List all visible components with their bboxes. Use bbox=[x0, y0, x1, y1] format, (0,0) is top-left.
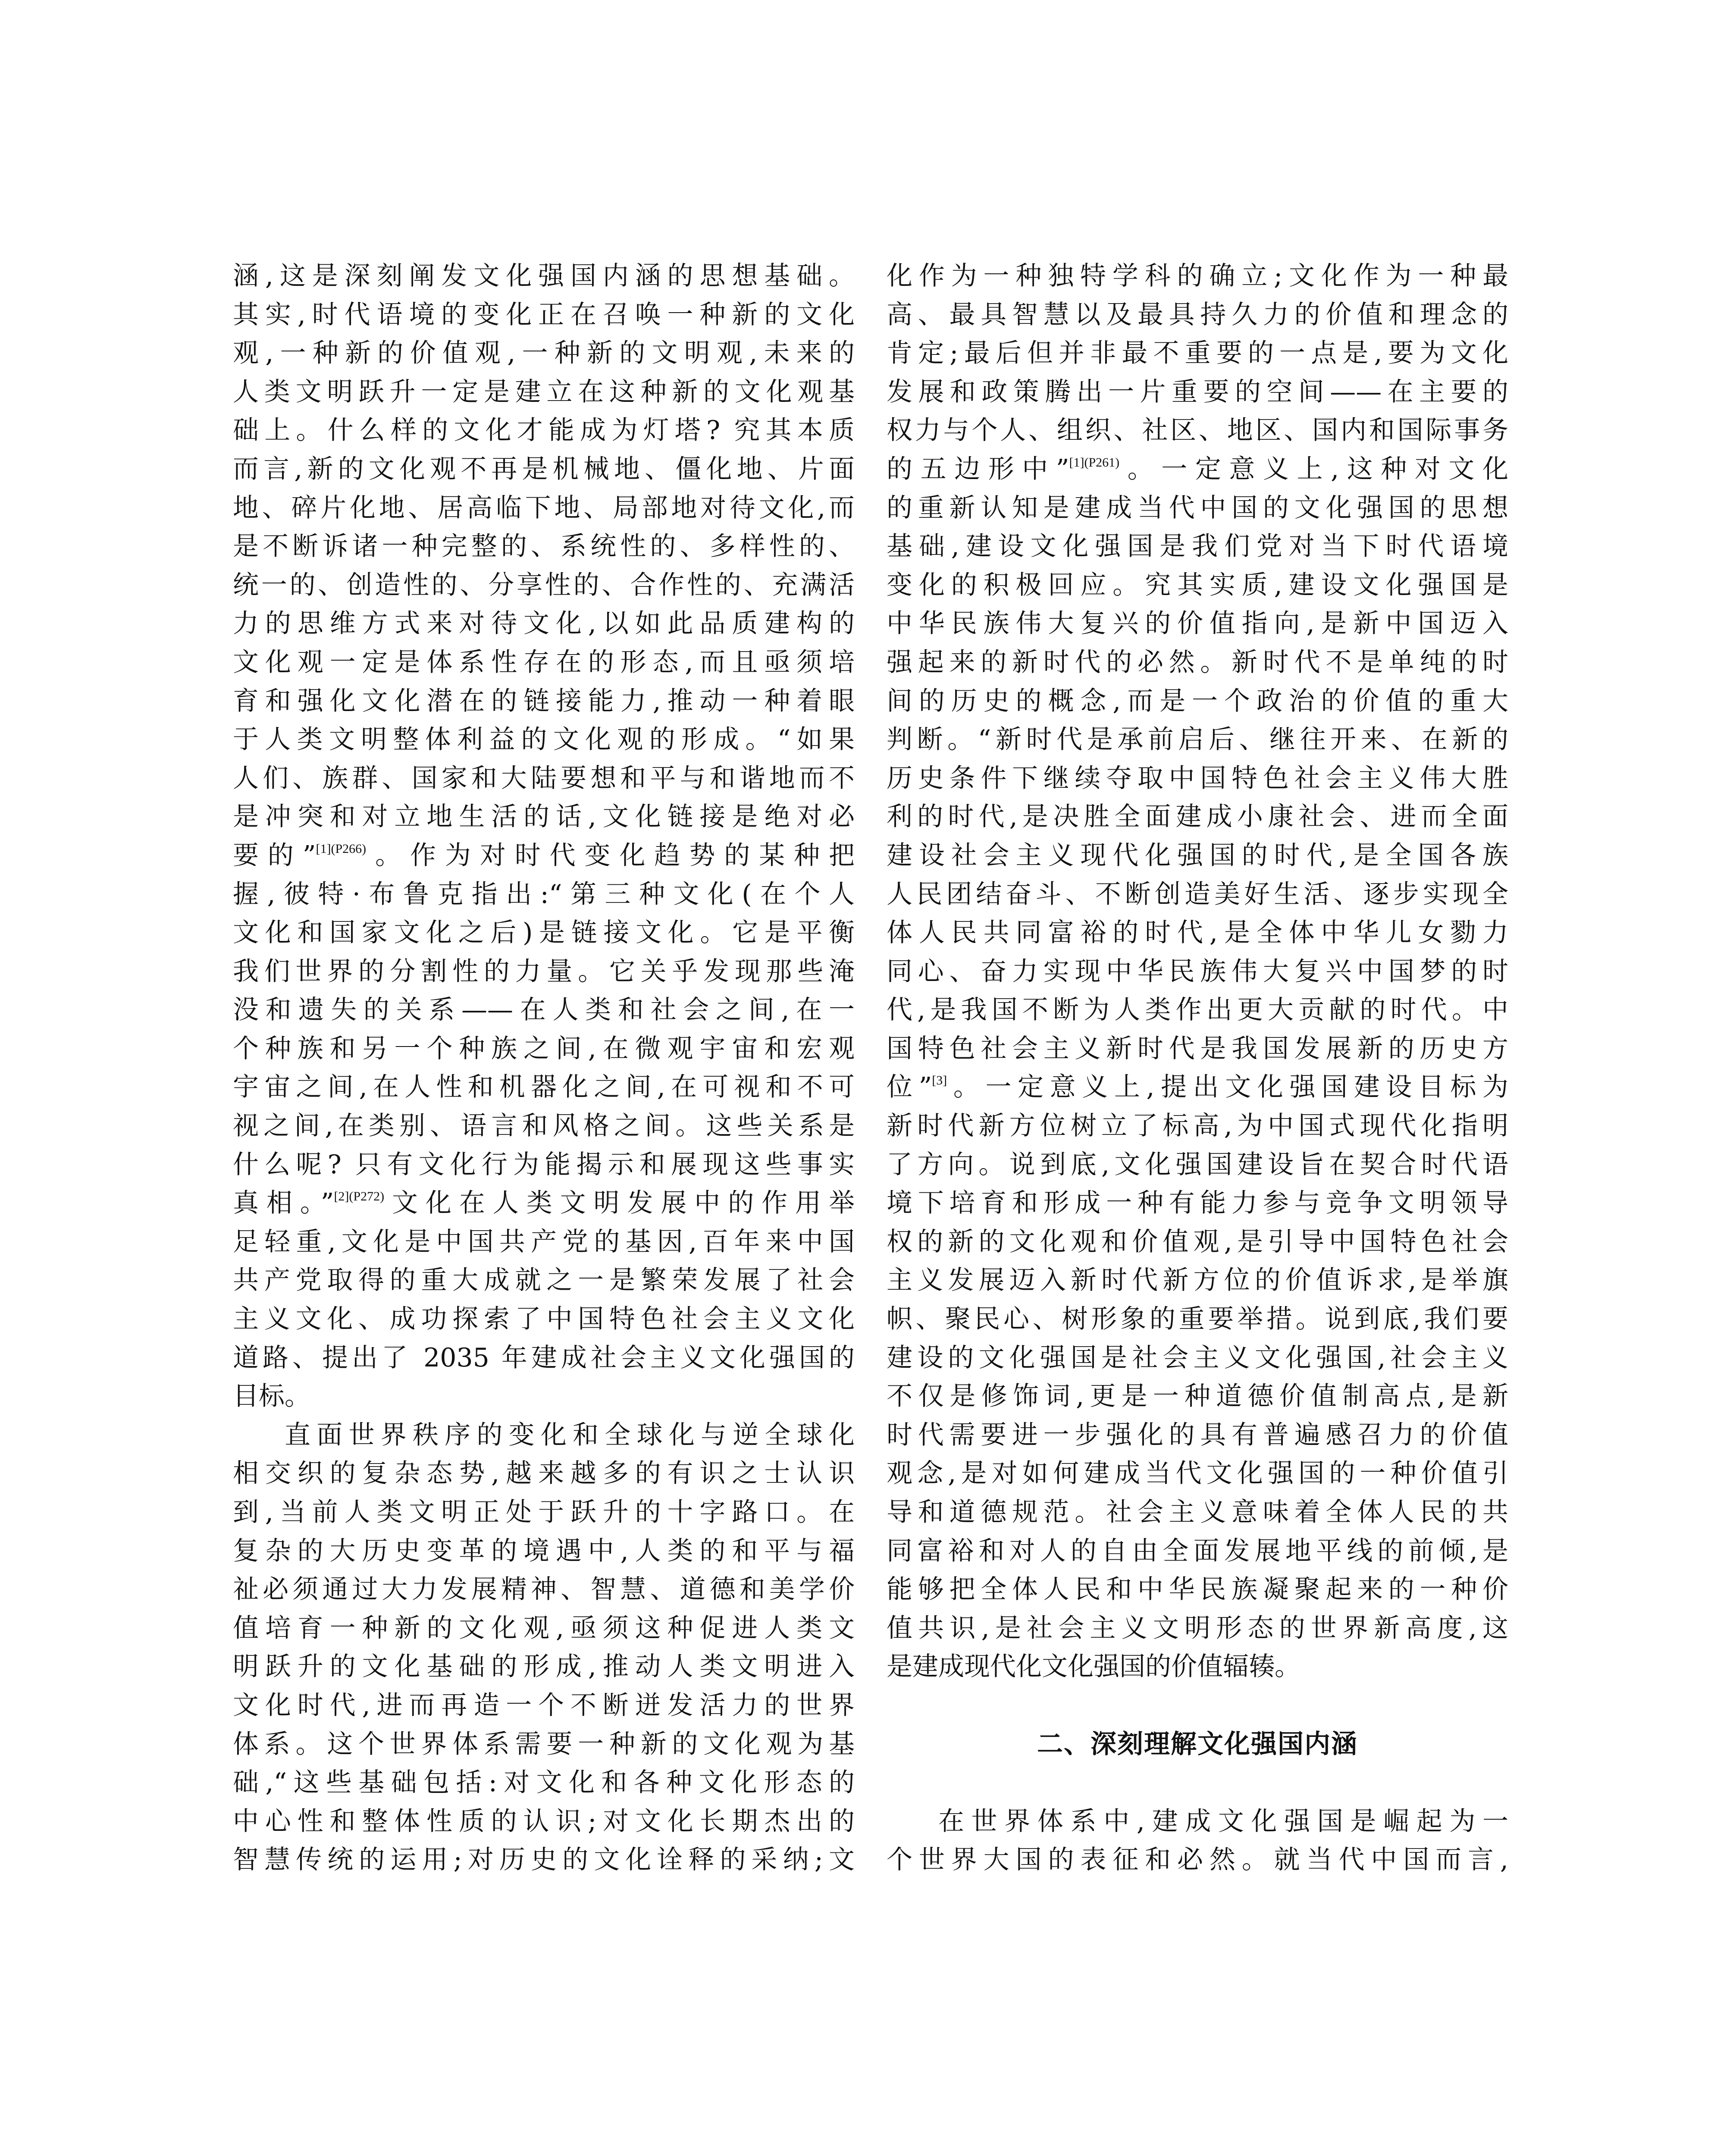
line-text: 个世界大国的表征和必然。就当代中国而言, bbox=[887, 1845, 1508, 1875]
text-line bbox=[233, 759, 855, 798]
line-text: 统一的、创造性的、分享性的、合作性的、充满活 bbox=[233, 570, 855, 600]
text-line bbox=[887, 1493, 1508, 1532]
line-text: 权力与个人、组织、社区、地区、国内和国际事务 bbox=[887, 415, 1508, 446]
line-text: 不仅是修饰词,更是一种道德价值制高点,是新 bbox=[887, 1381, 1508, 1412]
line-text: 础,“这些基础包括:对文化和各种文化形态的 bbox=[233, 1767, 855, 1798]
citation-reference[interactable]: [2](P272) bbox=[334, 1189, 385, 1204]
text-line bbox=[887, 1223, 1508, 1262]
text-line bbox=[887, 527, 1508, 566]
line-text-continued: 。作为对时代变化趋势的某种把 bbox=[366, 840, 855, 871]
text-line bbox=[233, 1648, 855, 1686]
text-line bbox=[887, 1107, 1508, 1146]
line-text: 国特色社会主义新时代是我国发展新的历史方 bbox=[887, 1033, 1508, 1064]
line-text: 观念,是对如何建成当代文化强国的一种价值引 bbox=[887, 1458, 1508, 1489]
text-line bbox=[887, 1184, 1508, 1223]
text-line bbox=[887, 1841, 1508, 1880]
line-text: 智慧传统的运用;对历史的文化诠释的采纳;文 bbox=[233, 1845, 855, 1875]
text-line bbox=[887, 682, 1508, 721]
line-text: 足轻重,文化是中国共产党的基因,百年来中国 bbox=[233, 1226, 855, 1257]
line-text: 高、最具智慧以及最具持久力的价值和理念的 bbox=[887, 299, 1508, 330]
text-line bbox=[233, 721, 855, 759]
line-text: 利的时代,是决胜全面建成小康社会、进而全面 bbox=[887, 802, 1508, 832]
text-line bbox=[887, 721, 1508, 759]
text-line bbox=[233, 1764, 855, 1802]
citation-reference[interactable]: [3] bbox=[932, 1073, 947, 1088]
text-line bbox=[887, 643, 1508, 682]
text-line bbox=[233, 1609, 855, 1648]
line-text: 没和遗失的关系——在人类和社会之间,在一 bbox=[233, 995, 855, 1025]
line-text: 复杂的大历史变革的境遇中,人类的和平与福 bbox=[233, 1536, 855, 1566]
line-text: 是不断诉诸一种完整的、系统性的、多样性的、 bbox=[233, 531, 855, 562]
line-text: 地、碎片化地、居高临下地、局部地对待文化,而 bbox=[233, 492, 855, 523]
text-line bbox=[233, 334, 855, 373]
line-text: 了方向。说到底,文化强国建设旨在契合时代语 bbox=[887, 1149, 1508, 1180]
line-text: 时代需要进一步强化的具有普遍感召力的价值 bbox=[887, 1420, 1508, 1450]
text-line bbox=[887, 759, 1508, 798]
line-text: 历史条件下继续夺取中国特色社会主义伟大胜 bbox=[887, 763, 1508, 793]
line-text: 发展和政策腾出一片重要的空间——在主要的 bbox=[887, 376, 1508, 407]
text-line bbox=[887, 798, 1508, 837]
text-line bbox=[887, 1377, 1508, 1416]
text-line bbox=[887, 1339, 1508, 1378]
line-text: 育和强化文化潜在的链接能力,推动一种着眼 bbox=[233, 686, 855, 716]
line-text-continued: 文化在人类文明发展中的作用举 bbox=[384, 1188, 855, 1219]
line-text: 于人类文明整体利益的文化观的形成。“如果 bbox=[233, 724, 855, 755]
line-text: 我们世界的分割性的力量。它关乎发现那些淹 bbox=[233, 956, 855, 987]
line-text: 是建成现代化文化强国的价值辐辏。 bbox=[887, 1651, 1300, 1682]
text-line bbox=[233, 798, 855, 837]
text-line bbox=[887, 1802, 1508, 1841]
citation-reference[interactable]: [1](P261) bbox=[1069, 455, 1120, 470]
line-text: 同心、奋力实现中华民族伟大复兴中国梦的时 bbox=[887, 956, 1508, 987]
line-text: 化作为一种独特学科的确立;文化作为一种最 bbox=[887, 261, 1508, 291]
line-text: 新时代新方位树立了标高,为中国式现代化指明 bbox=[887, 1111, 1508, 1141]
line-text: 文化时代,进而再造一个不断迸发活力的世界 bbox=[233, 1690, 855, 1720]
text-line bbox=[233, 566, 855, 605]
text-line bbox=[233, 605, 855, 643]
text-line bbox=[233, 1339, 855, 1378]
line-text: 判断。“新时代是承前启后、继往开来、在新的 bbox=[887, 724, 1508, 755]
text-line bbox=[233, 1532, 855, 1571]
line-text: 祉必须通过大力发展精神、智慧、道德和美学价 bbox=[233, 1574, 855, 1605]
text-line bbox=[887, 489, 1508, 528]
line-text: 体系。这个世界体系需要一种新的文化观为基 bbox=[233, 1729, 855, 1759]
line-text: 中华民族伟大复兴的价值指向,是新中国迈入 bbox=[887, 608, 1508, 639]
line-text: 境下培育和形成一种有能力参与竞争文明领导 bbox=[887, 1188, 1508, 1219]
left-column bbox=[233, 257, 855, 1880]
line-text: 强起来的新时代的必然。新时代不是单纯的时 bbox=[887, 647, 1508, 677]
text-line bbox=[233, 875, 855, 914]
text-line bbox=[233, 489, 855, 528]
right-column bbox=[887, 257, 1508, 1880]
line-text: 其实,时代语境的变化正在召唤一种新的文化 bbox=[233, 299, 855, 330]
line-text: 目标。 bbox=[233, 1381, 310, 1412]
text-line bbox=[887, 450, 1508, 489]
line-text: 主义文化、成功探索了中国特色社会主义文化 bbox=[233, 1304, 855, 1335]
text-line bbox=[233, 411, 855, 450]
text-line bbox=[887, 1146, 1508, 1185]
line-text: 共产党取得的重大成就之一是繁荣发展了社会 bbox=[233, 1265, 855, 1296]
text-line bbox=[887, 566, 1508, 605]
line-text: 能够把全体人民和中华民族凝聚起来的一种价 bbox=[887, 1574, 1508, 1605]
line-text: 真相。” bbox=[233, 1188, 334, 1219]
text-line bbox=[887, 1609, 1508, 1648]
text-line bbox=[887, 334, 1508, 373]
line-text: 涵,这是深刻阐发文化强国内涵的思想基础。 bbox=[233, 261, 855, 291]
text-line bbox=[887, 914, 1508, 953]
heading-spacer bbox=[887, 1764, 1508, 1802]
line-text: 到,当前人类文明正处于跃升的十字路口。在 bbox=[233, 1497, 855, 1527]
line-text: 个种族和另一个种族之间,在微观宇宙和宏观 bbox=[233, 1033, 855, 1064]
text-line bbox=[887, 1030, 1508, 1069]
text-line bbox=[233, 1416, 855, 1455]
text-line bbox=[887, 411, 1508, 450]
line-text: 础上。什么样的文化才能成为灯塔? 究其本质 bbox=[233, 415, 855, 446]
line-text: 文化和国家文化之后)是链接文化。它是平衡 bbox=[233, 918, 855, 948]
line-text: 人们、族群、国家和大陆要想和平与和谐地而不 bbox=[233, 763, 855, 793]
line-text: 的重新认知是建成当代中国的文化强国的思想 bbox=[887, 492, 1508, 523]
line-text: 明跃升的文化基础的形成,推动人类文明进入 bbox=[233, 1651, 855, 1682]
text-line bbox=[233, 1377, 855, 1416]
text-line bbox=[233, 1030, 855, 1069]
text-line bbox=[887, 605, 1508, 643]
text-line bbox=[233, 1686, 855, 1725]
text-line bbox=[233, 1068, 855, 1107]
text-line bbox=[233, 991, 855, 1030]
line-text: 体人民共同富裕的时代,是全体中华儿女勠力 bbox=[887, 918, 1508, 948]
text-line bbox=[887, 837, 1508, 875]
text-line bbox=[233, 1841, 855, 1880]
text-line bbox=[887, 1648, 1508, 1686]
text-line bbox=[887, 1068, 1508, 1107]
text-line bbox=[887, 875, 1508, 914]
line-text: 宇宙之间,在人性和机器化之间,在可视和不可 bbox=[233, 1072, 855, 1103]
line-text: 导和道德规范。社会主义意味着全体人民的共 bbox=[887, 1497, 1508, 1527]
line-text: 基础,建设文化强国是我们党对当下时代语境 bbox=[887, 531, 1508, 562]
text-line bbox=[233, 1454, 855, 1493]
line-text: 位” bbox=[887, 1072, 932, 1103]
line-text: 是冲突和对立地生活的话,文化链接是绝对必 bbox=[233, 802, 855, 832]
line-text: 在世界体系中,建成文化强国是崛起为一 bbox=[938, 1806, 1508, 1836]
text-line bbox=[887, 991, 1508, 1030]
text-line bbox=[233, 837, 855, 875]
line-text: 力的思维方式来对待文化,以如此品质建构的 bbox=[233, 608, 855, 639]
citation-reference[interactable]: [1](P266) bbox=[316, 841, 367, 856]
line-text: 道路、提出了 2035 年建成社会主义文化强国的 bbox=[233, 1342, 855, 1373]
text-line bbox=[233, 1184, 855, 1223]
text-line bbox=[887, 1261, 1508, 1300]
line-text: 权的新的文化观和价值观,是引导中国特色社会 bbox=[887, 1226, 1508, 1257]
line-text: 建设社会主义现代化强国的时代,是全国各族 bbox=[887, 840, 1508, 871]
text-line bbox=[233, 450, 855, 489]
line-text: 值培育一种新的文化观,亟须这种促进人类文 bbox=[233, 1613, 855, 1643]
line-text: 帜、聚民心、树形象的重要举措。说到底,我们要 bbox=[887, 1304, 1508, 1335]
text-line bbox=[887, 296, 1508, 335]
text-line bbox=[233, 1725, 855, 1764]
line-text: 视之间,在类别、语言和风格之间。这些关系是 bbox=[233, 1111, 855, 1141]
line-text: 握,彼特·布鲁克指出:“第三种文化(在个人 bbox=[233, 879, 855, 909]
line-text: 变化的积极回应。究其实质,建设文化强国是 bbox=[887, 570, 1508, 600]
section-heading: 二、深刻理解文化强国内涵 bbox=[1037, 1729, 1358, 1759]
line-text: 直面世界秩序的变化和全球化与逆全球化 bbox=[285, 1420, 855, 1450]
text-line bbox=[887, 1570, 1508, 1609]
text-line bbox=[887, 373, 1508, 412]
line-text: 的五边形中” bbox=[887, 454, 1069, 484]
text-line bbox=[233, 914, 855, 953]
line-text: 文化观一定是体系性存在的形态,而且亟须培 bbox=[233, 647, 855, 677]
text-line bbox=[233, 953, 855, 991]
text-line bbox=[887, 953, 1508, 991]
heading-spacer bbox=[887, 1686, 1508, 1725]
line-text: 代,是我国不断为人类作出更大贡献的时代。中 bbox=[887, 995, 1508, 1025]
text-line bbox=[233, 296, 855, 335]
line-text: 而言,新的文化观不再是机械地、僵化地、片面 bbox=[233, 454, 855, 484]
text-line bbox=[887, 1416, 1508, 1455]
line-text: 要的” bbox=[233, 840, 316, 871]
text-line bbox=[233, 1493, 855, 1532]
line-text: 人类文明跃升一定是建立在这种新的文化观基 bbox=[233, 376, 855, 407]
text-line bbox=[887, 257, 1508, 296]
line-text: 建设的文化强国是社会主义文化强国,社会主义 bbox=[887, 1342, 1508, 1373]
line-text: 肯定;最后但并非最不重要的一点是,要为文化 bbox=[887, 338, 1508, 369]
line-text: 观,一种新的价值观,一种新的文明观,未来的 bbox=[233, 338, 855, 369]
line-text: 相交织的复杂态势,越来越多的有识之士认识 bbox=[233, 1458, 855, 1489]
text-line bbox=[233, 527, 855, 566]
line-text: 主义发展迈入新时代新方位的价值诉求,是举旗 bbox=[887, 1265, 1508, 1296]
text-line bbox=[233, 1570, 855, 1609]
text-line bbox=[233, 373, 855, 412]
line-text-continued: 。一定意义上,这种对文化 bbox=[1119, 454, 1508, 484]
line-text-continued: 。一定意义上,提出文化强国建设目标为 bbox=[947, 1072, 1508, 1103]
line-text: 值共识,是社会主义文明形态的世界新高度,这 bbox=[887, 1613, 1508, 1643]
line-text: 人民团结奋斗、不断创造美好生活、逐步实现全 bbox=[887, 879, 1508, 909]
line-text: 同富裕和对人的自由全面发展地平线的前倾,是 bbox=[887, 1536, 1508, 1566]
text-line bbox=[233, 682, 855, 721]
text-line bbox=[233, 1802, 855, 1841]
line-text: 中心性和整体性质的认识;对文化长期杰出的 bbox=[233, 1806, 855, 1836]
text-line bbox=[233, 1261, 855, 1300]
text-line bbox=[233, 1223, 855, 1262]
text-line bbox=[233, 643, 855, 682]
text-line bbox=[887, 1454, 1508, 1493]
text-line bbox=[887, 1532, 1508, 1571]
line-text: 间的历史的概念,而是一个政治的价值的重大 bbox=[887, 686, 1508, 716]
text-line bbox=[233, 1300, 855, 1339]
text-line bbox=[233, 1107, 855, 1146]
line-text: 什么呢? 只有文化行为能揭示和展现这些事实 bbox=[233, 1149, 855, 1180]
text-line bbox=[233, 257, 855, 296]
text-line bbox=[887, 1300, 1508, 1339]
text-line bbox=[233, 1146, 855, 1185]
